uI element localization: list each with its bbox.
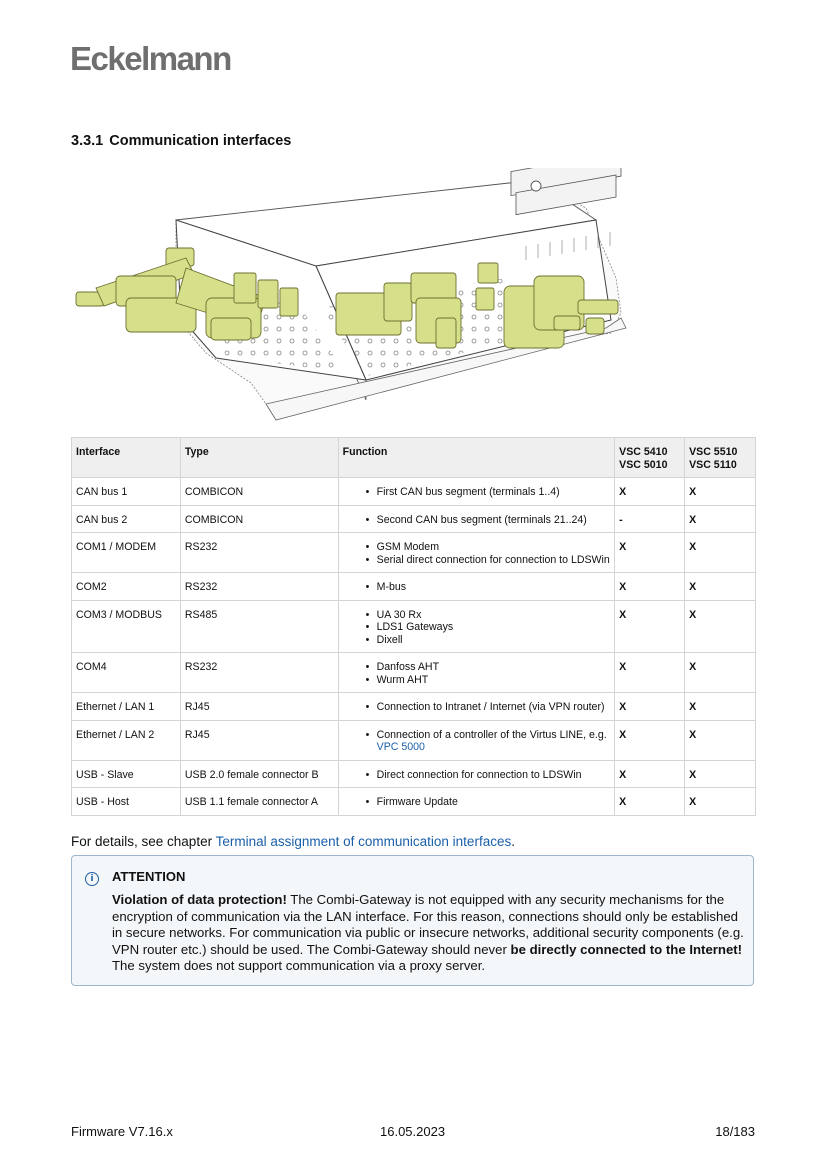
function-item: • Serial direct connection for connection to LDSWin xyxy=(377,554,611,567)
table-header-row xyxy=(72,438,756,478)
cell-vsc-a: - xyxy=(615,505,685,533)
cell-type: RS232 xyxy=(180,573,338,601)
cell-vsc-a: X xyxy=(615,533,685,573)
cell-vsc-b: X xyxy=(685,533,756,573)
cell-vsc-b: X xyxy=(685,478,756,506)
cell-function xyxy=(338,478,615,506)
cell-type: RS232 xyxy=(180,653,338,693)
cell-function xyxy=(338,505,615,533)
section-heading xyxy=(71,133,291,149)
section-number: 3.3.1 xyxy=(71,133,104,149)
cell-function xyxy=(338,788,615,816)
header-type: Type xyxy=(180,438,338,478)
attention-body xyxy=(112,892,744,975)
function-item: • Firmware Update xyxy=(377,796,611,809)
function-item: • First CAN bus segment (terminals 1..4) xyxy=(377,486,611,499)
cell-function xyxy=(338,573,615,601)
function-item: • UA 30 Rx xyxy=(377,609,611,622)
function-item: • LDS1 Gateways xyxy=(377,621,611,634)
function-item: • Direct connection for connection to LDSWin xyxy=(377,769,611,782)
cell-type: COMBICON xyxy=(180,505,338,533)
info-icon: i xyxy=(85,872,99,886)
cell-type: USB 2.0 female connector B xyxy=(180,760,338,788)
cell-vsc-b: X xyxy=(685,760,756,788)
cell-vsc-a: X xyxy=(615,478,685,506)
cell-vsc-b: X xyxy=(685,720,756,760)
cell-interface: USB - Slave xyxy=(72,760,181,788)
interfaces-table xyxy=(71,437,756,816)
table-row xyxy=(72,760,756,788)
header-vsc-5410-5010 xyxy=(615,438,685,478)
function-item: • Connection to Intranet / Internet (via VPN router) xyxy=(377,701,611,714)
cell-vsc-a: X xyxy=(615,573,685,601)
header-function: Function xyxy=(338,438,615,478)
cell-vsc-a: X xyxy=(615,760,685,788)
footer-date: 16.05.2023 xyxy=(380,1124,446,1139)
table-row xyxy=(72,653,756,693)
cell-interface: COM2 xyxy=(72,573,181,601)
cell-function xyxy=(338,720,615,760)
cell-function xyxy=(338,693,615,721)
header-vsc-5510: VSC 5510 xyxy=(689,446,738,458)
cell-type: RS232 xyxy=(180,533,338,573)
cell-interface: COM1 / MODEM xyxy=(72,533,181,573)
cell-vsc-a: X xyxy=(615,788,685,816)
function-text: Connection of a controller of the Virtus LINE, e.g. xyxy=(376,728,607,741)
cell-interface: COM4 xyxy=(72,653,181,693)
details-paragraph xyxy=(71,834,515,849)
footer-page-number: 18/183 xyxy=(715,1124,755,1139)
vpc-5000-link[interactable]: VPC 5000 xyxy=(376,741,425,753)
cell-function xyxy=(338,760,615,788)
cell-interface: CAN bus 1 xyxy=(72,478,181,506)
cell-vsc-b: X xyxy=(685,693,756,721)
cell-function xyxy=(338,600,615,653)
function-item xyxy=(377,729,611,754)
cell-type: RS485 xyxy=(180,600,338,653)
function-item: • Second CAN bus segment (terminals 21..24) xyxy=(377,514,611,527)
cell-type: COMBICON xyxy=(180,478,338,506)
cell-interface: USB - Host xyxy=(72,788,181,816)
table-row xyxy=(72,788,756,816)
device-illustration xyxy=(66,168,666,434)
function-item: • M-bus xyxy=(377,581,611,594)
header-interface: Interface xyxy=(72,438,181,478)
function-item: • GSM Modem xyxy=(377,541,611,554)
cell-function xyxy=(338,533,615,573)
cell-type: RJ45 xyxy=(180,720,338,760)
cell-vsc-b: X xyxy=(685,573,756,601)
header-vsc-5010: VSC 5010 xyxy=(619,458,668,471)
terminal-assignment-link[interactable]: Terminal assignment of communication interfaces xyxy=(215,834,512,849)
cell-vsc-b: X xyxy=(685,505,756,533)
cell-interface: Ethernet / LAN 1 xyxy=(72,693,181,721)
cell-vsc-a: X xyxy=(615,653,685,693)
attention-bold-2: be directly connected to the Internet! xyxy=(510,941,743,957)
cell-vsc-a: X xyxy=(615,693,685,721)
eckelmann-logo: Eckelmann xyxy=(70,40,231,77)
header-vsc-5510-5110 xyxy=(685,438,756,478)
footer-firmware: Firmware V7.16.x xyxy=(71,1124,173,1139)
attention-bold-1: Violation of data protection! xyxy=(112,892,287,907)
function-item: • Dixell xyxy=(377,634,611,647)
attention-text-1: The Combi-Gateway is not equipped with any security mechanisms for the encryption of communication via the LAN interface. For this reason, connections should only be established in secure networks. For communication via public or insecure networks, additional security components (e.g. VPN router etc.) should be used. The Combi-Gateway should never xyxy=(112,892,744,957)
function-item: • Wurm AHT xyxy=(377,674,611,687)
cell-interface: CAN bus 2 xyxy=(72,505,181,533)
attention-title: ATTENTION xyxy=(112,869,186,884)
cell-interface: COM3 / MODBUS xyxy=(72,600,181,653)
table-row xyxy=(72,478,756,506)
details-suffix: . xyxy=(511,834,515,849)
cell-vsc-a: X xyxy=(615,600,685,653)
table-row xyxy=(72,533,756,573)
table-row xyxy=(72,573,756,601)
cell-vsc-b: X xyxy=(685,600,756,653)
table-row xyxy=(72,693,756,721)
table-row xyxy=(72,600,756,653)
cell-type: USB 1.1 female connector A xyxy=(180,788,338,816)
cell-interface: Ethernet / LAN 2 xyxy=(72,720,181,760)
cell-type: RJ45 xyxy=(180,693,338,721)
details-prefix: For details, see chapter xyxy=(71,834,216,849)
cell-vsc-b: X xyxy=(685,653,756,693)
function-item: • Danfoss AHT xyxy=(377,661,611,674)
attention-text-2: The system does not support communication via a proxy server. xyxy=(112,958,486,973)
cell-vsc-b: X xyxy=(685,788,756,816)
attention-box xyxy=(71,855,754,986)
header-vsc-5110: VSC 5110 xyxy=(689,458,737,471)
cell-function xyxy=(338,653,615,693)
header-vsc-5410: VSC 5410 xyxy=(619,446,668,458)
cell-vsc-a: X xyxy=(615,720,685,760)
section-title-text: Communication interfaces xyxy=(109,133,292,149)
table-row xyxy=(72,720,756,760)
table-row xyxy=(72,505,756,533)
